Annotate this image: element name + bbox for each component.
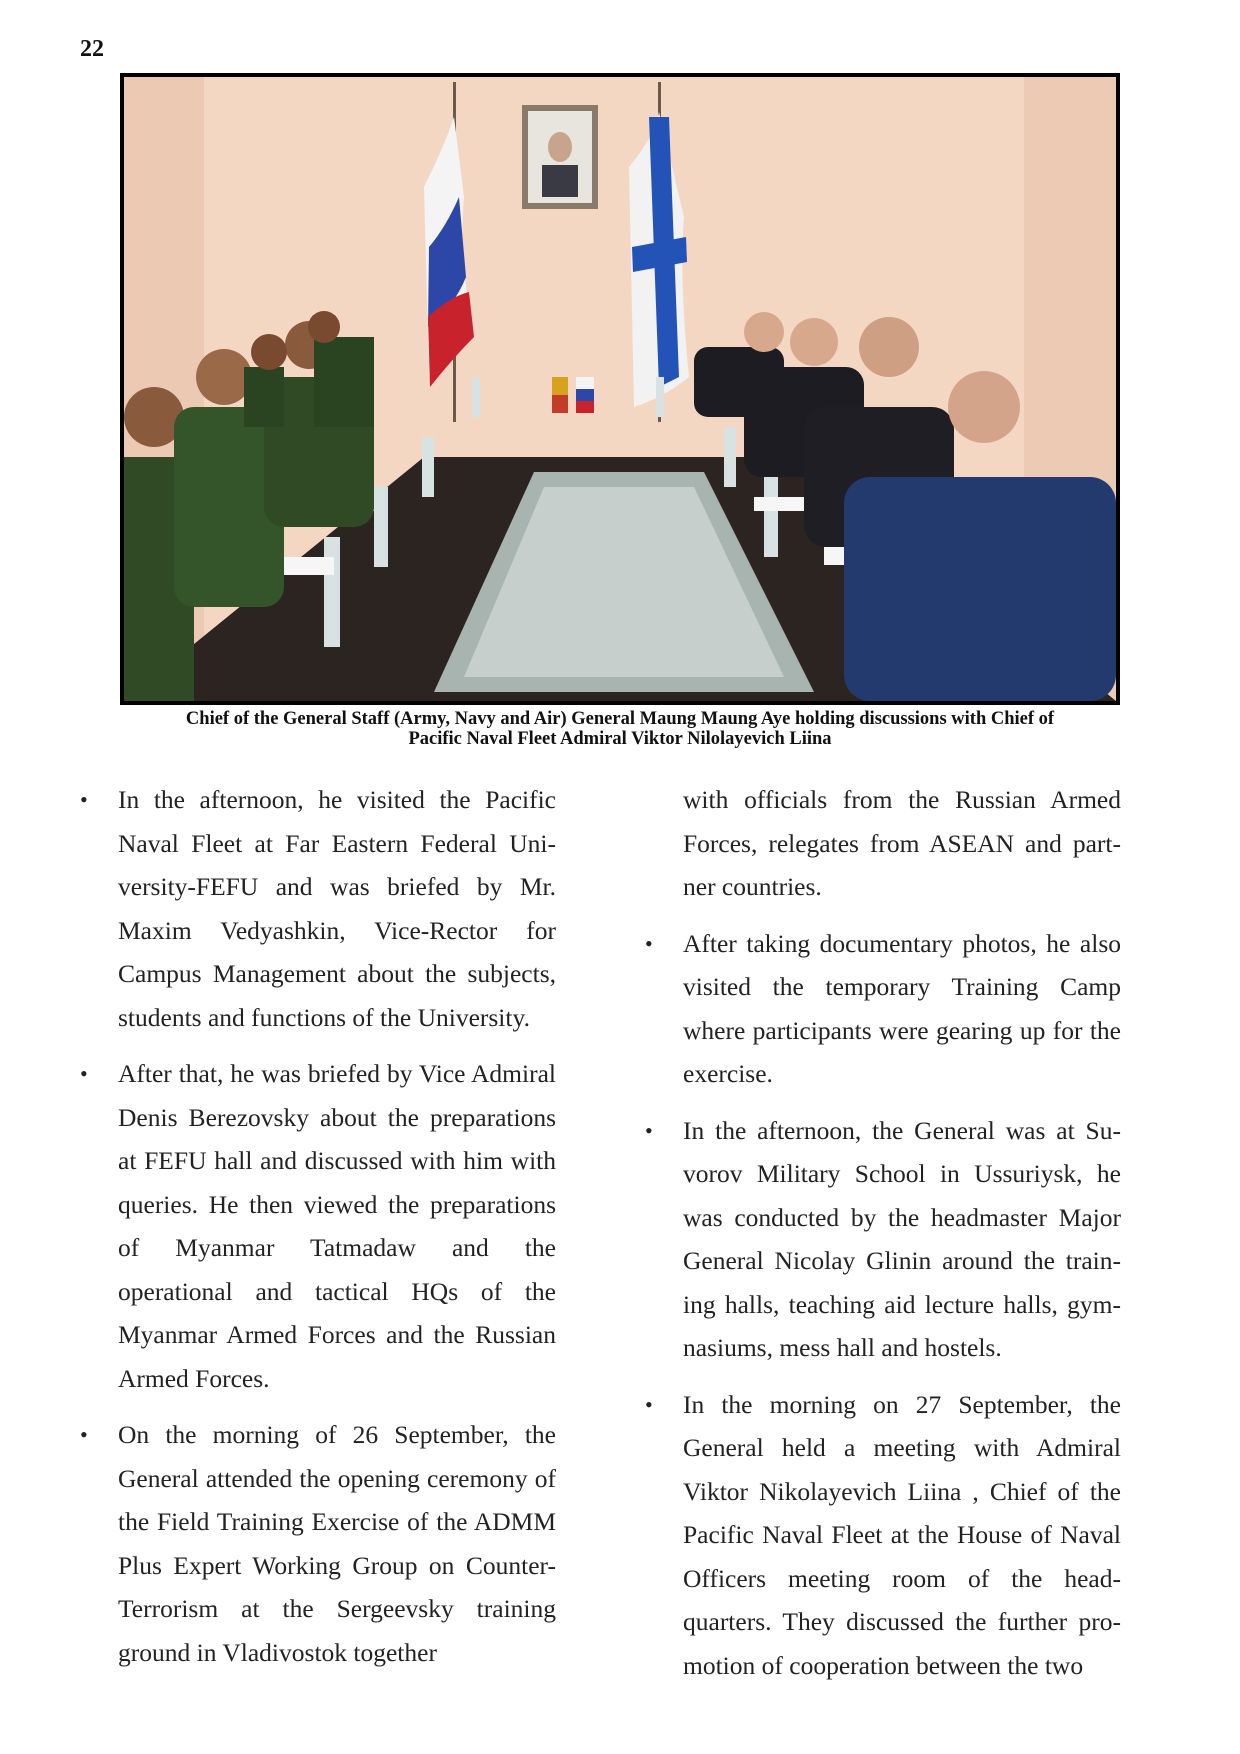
bullet-icon: • (645, 1391, 653, 1417)
list-item-text: On the morning of 26 September, the General attended the opening ceremony of the Field Training Exercise of the ADMM Plus Expert Working Group on Counter-Terrorism at the Sergeevsky training ground in Vladivostok together (118, 1420, 556, 1667)
left-bullet-list (70, 778, 556, 1674)
list-item (635, 1109, 1121, 1370)
list-item (70, 1413, 556, 1674)
right-bullet-list (635, 778, 1121, 1687)
meeting-photo (120, 73, 1120, 705)
list-item-text: In the afternoon, the General was at Suvorov Military School in Ussuriysk, he was conducted by the headmaster Major General Nicolay Glinin around the training halls, teaching aid lecture halls, gymnasiums, mess hall and hostels. (683, 1115, 1121, 1362)
list-item-text: with officials from the Russian Armed Forces, relegates from ASEAN and partner countries. (683, 785, 1121, 901)
caption-line-1: Chief of the General Staff (Army, Navy and Air) General Maung Maung Aye holding discussions with Chief of (185, 709, 1055, 729)
right-column (635, 778, 1121, 1700)
russia-table-flag (576, 377, 594, 389)
list-item (70, 778, 556, 1039)
list-item-text: In the morning on 27 September, the General held a meeting with Admiral Viktor Nikolayevich Liina , Chief of the Pacific Naval Fleet at the House of Naval Officers meeting room of the headquarters. They discussed the further promotion of cooperation between the two (683, 1389, 1121, 1680)
list-item (635, 1383, 1121, 1688)
bullet-icon: • (645, 1117, 653, 1143)
list-item-text: In the afternoon, he visited the Pacific Naval Fleet at Far Eastern Federal University-FEFU and was briefed by Mr. Maxim Vedyashkin, Vice-Rector for Campus Management about the subjects, students and functions of the University. (118, 785, 556, 1032)
list-item-text: After taking documentary photos, he also visited the temporary Training Camp where participants were gearing up for the exercise. (683, 928, 1121, 1088)
list-item (635, 922, 1121, 1096)
bullet-icon: • (80, 787, 88, 812)
list-item (70, 1052, 556, 1400)
bullet-icon: • (80, 1061, 88, 1086)
list-item-continuation (635, 778, 1121, 909)
bullet-icon: • (645, 930, 653, 956)
left-column (70, 778, 556, 1687)
meeting-photo-illustration (124, 77, 1116, 701)
caption-line-2: Pacific Naval Fleet Admiral Viktor Nilolayevich Liina (408, 729, 832, 749)
portrait-frame (522, 105, 598, 209)
bullet-icon: • (80, 1422, 88, 1447)
page-number: 22 (80, 36, 104, 62)
list-item-text: After that, he was briefed by Vice Admiral Denis Berezovsky about the preparations at FEFU hall and discussed with him with queries. He then viewed the preparations of Myanmar Tatmadaw and the operational and tactical HQs of the Myanmar Armed Forces and the Russian Armed Forces. (118, 1059, 556, 1393)
figure-caption (110, 709, 1130, 749)
